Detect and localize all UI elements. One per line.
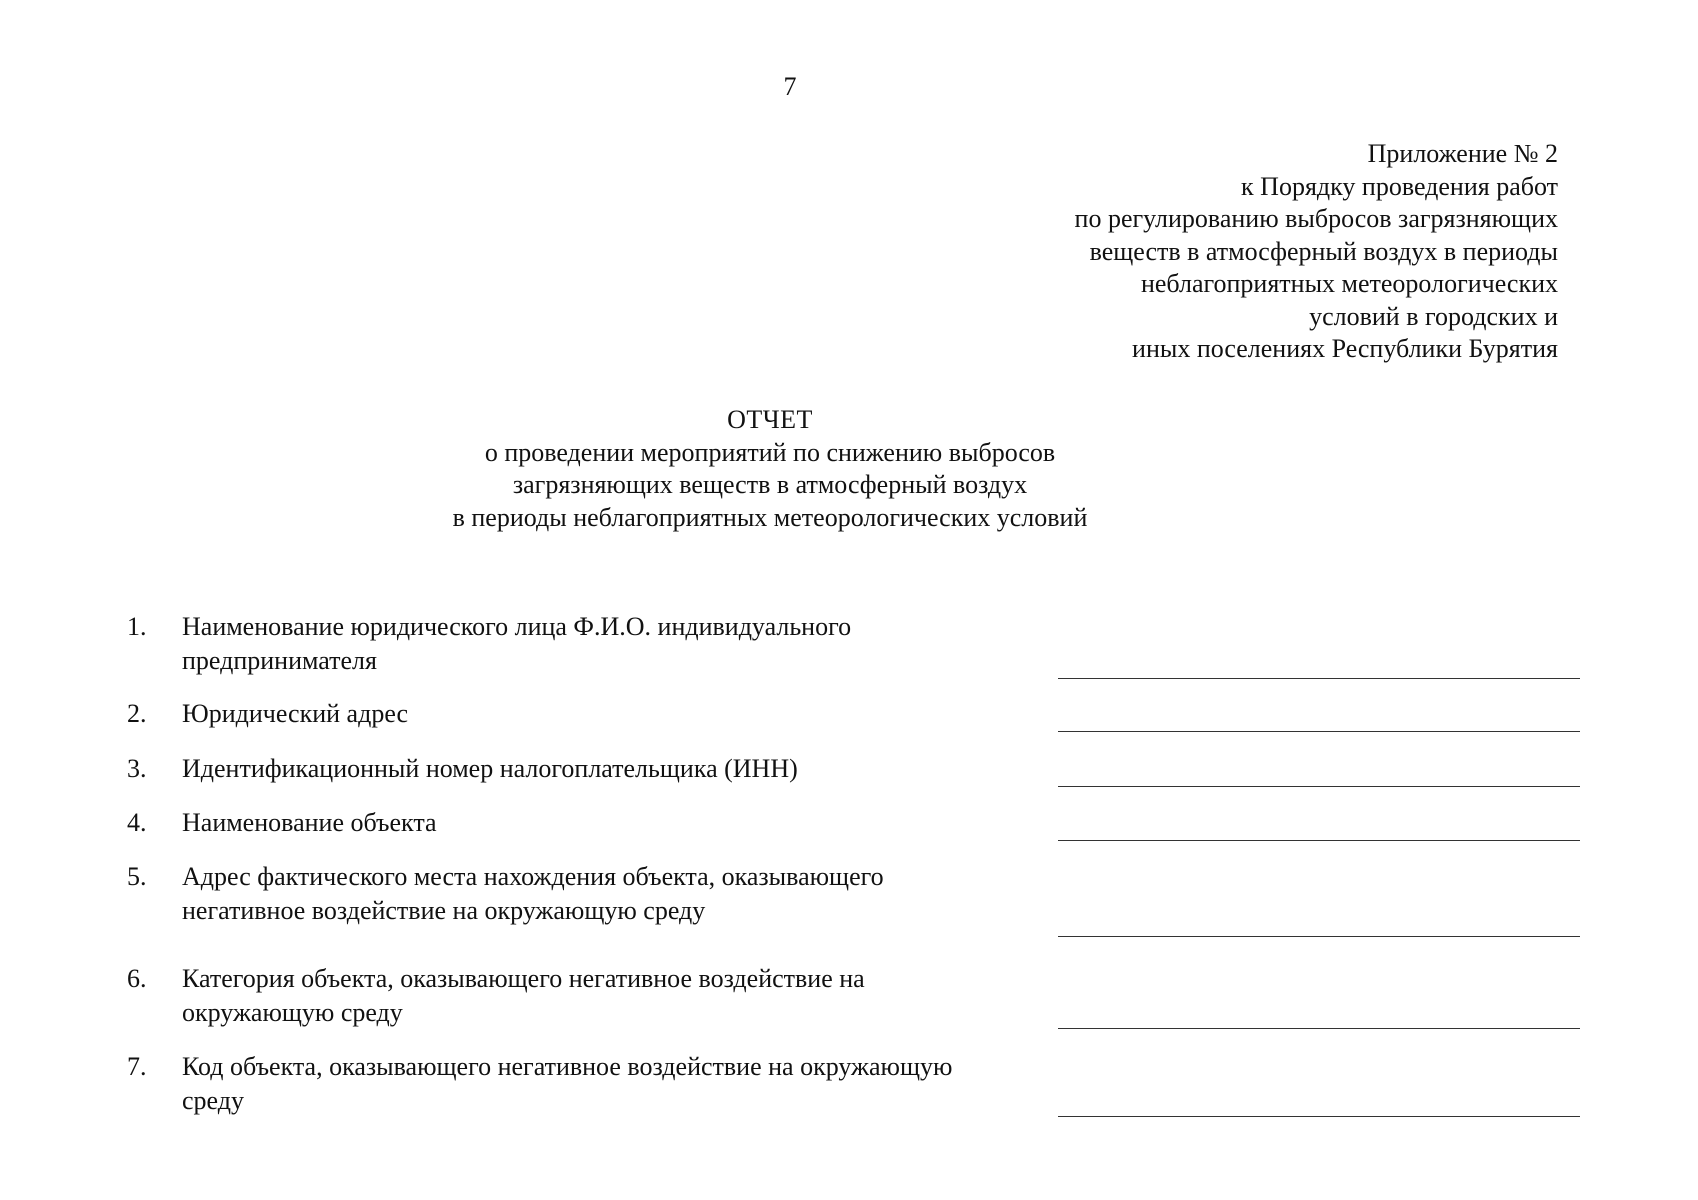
item-label-line: Код объекта, оказывающего негативное воздействие на окружающую xyxy=(182,1052,953,1081)
appendix-line: по регулированию выбросов загрязняющих xyxy=(1074,204,1558,233)
item-label-line: Наименование юридического лица Ф.И.О. индивидуального xyxy=(182,612,852,641)
item-label xyxy=(182,610,1042,677)
appendix-line: условий в городских и xyxy=(1309,301,1558,331)
report-subtitle-line: загрязняющих веществ в атмосферный воздух xyxy=(512,470,1028,499)
appendix-line: веществ в атмосферный воздух в периоды xyxy=(1089,236,1558,266)
item-number: 6. xyxy=(127,964,147,993)
appendix-line: иных поселениях Республики Бурятия xyxy=(1132,334,1558,363)
item-number: 7. xyxy=(127,1052,147,1081)
fill-in-line[interactable] xyxy=(1058,936,1580,937)
item-label-line: Категория объекта, оказывающего негативное воздействие на xyxy=(182,964,865,993)
appendix-line: неблагоприятных метеорологических xyxy=(1140,269,1558,298)
appendix-line: Приложение № 2 xyxy=(1367,139,1558,168)
item-number: 3. xyxy=(127,754,147,783)
fill-in-line[interactable] xyxy=(1058,1116,1580,1117)
item-number: 1. xyxy=(127,612,147,641)
item-label xyxy=(182,962,1042,1029)
item-label-line: окружающую среду xyxy=(182,997,403,1027)
item-label-line: Адрес фактического места нахождения объекта, оказывающего xyxy=(182,862,884,891)
fill-in-line[interactable] xyxy=(1058,731,1580,732)
page-number: 7 xyxy=(783,72,797,101)
fill-in-line[interactable] xyxy=(1058,1028,1580,1029)
report-title: ОТЧЕТ xyxy=(727,405,813,434)
fill-in-line[interactable] xyxy=(1058,840,1580,841)
item-number: 5. xyxy=(127,862,147,891)
item-number: 4. xyxy=(127,808,147,837)
item-number: 2. xyxy=(127,699,147,728)
item-label-line: негативное воздействие на окружающую среду xyxy=(182,895,706,925)
item-label-line: предпринимателя xyxy=(182,645,377,675)
fill-in-line[interactable] xyxy=(1058,678,1580,679)
item-label-line: Идентификационный номер налогоплательщика (ИНН) xyxy=(182,754,798,783)
item-label-line: Наименование объекта xyxy=(182,808,437,837)
report-subtitle-line: о проведении мероприятий по снижению выбросов xyxy=(484,437,1056,467)
item-label xyxy=(182,1050,1042,1117)
item-label xyxy=(182,752,1042,786)
appendix-line: к Порядку проведения работ xyxy=(1241,171,1558,201)
item-label xyxy=(182,860,1042,927)
item-label-line: среду xyxy=(182,1085,244,1115)
item-label xyxy=(182,697,1042,731)
fill-in-line[interactable] xyxy=(1058,786,1580,787)
item-label-line: Юридический адрес xyxy=(182,699,409,728)
report-subtitle-line: в периоды неблагоприятных метеорологических условий xyxy=(452,502,1088,532)
item-label xyxy=(182,806,1042,840)
